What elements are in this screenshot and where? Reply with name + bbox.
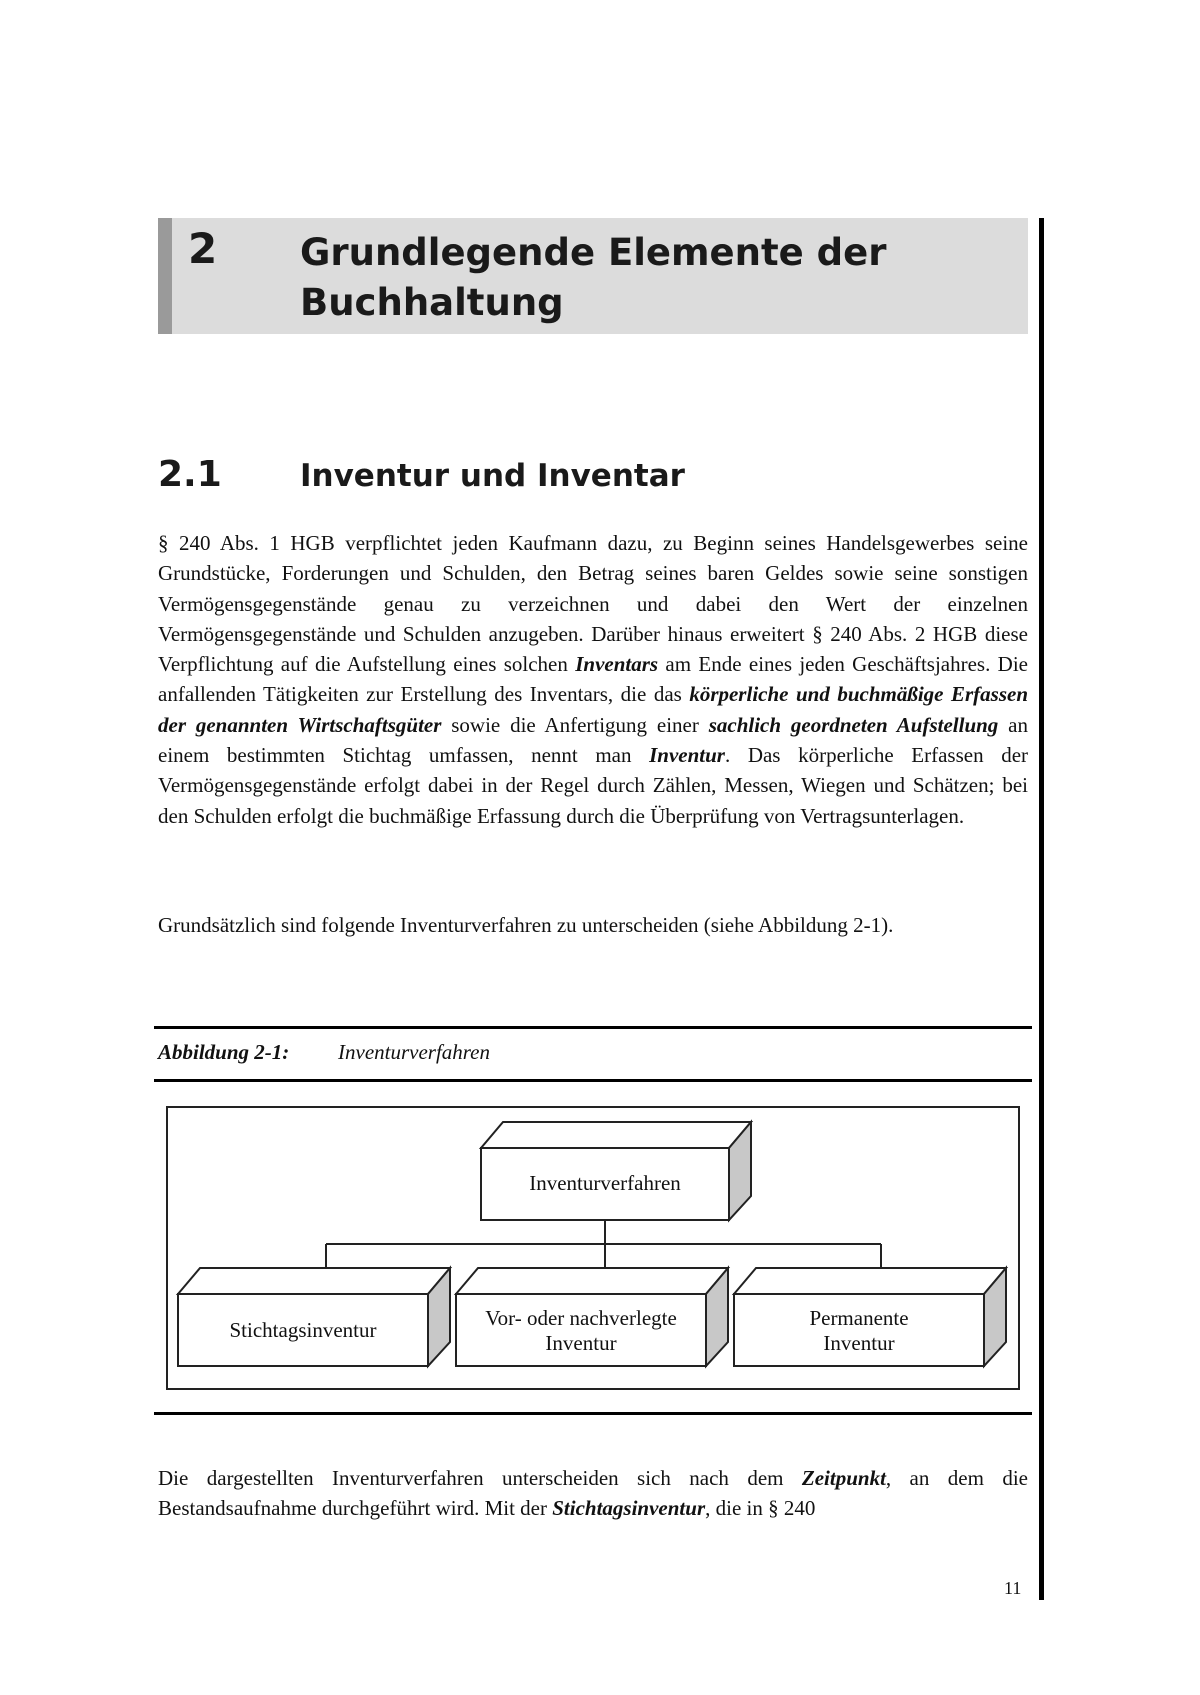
figure-top-rule xyxy=(154,1026,1032,1029)
figure-title: Inventurverfahren xyxy=(338,1040,491,1064)
diagram-node-root-label: Inventurverfahren xyxy=(529,1171,681,1195)
paragraph-text: am Ende eines jeden Geschäftsjahres. Die anfallenden Tätigkeiten zur Erstellung des Inventars, die das xyxy=(158,652,1028,707)
diagram-node-label: Permanente xyxy=(809,1306,909,1330)
figure-caption xyxy=(158,1040,491,1065)
figure-label: Abbildung 2-1: xyxy=(158,1040,290,1064)
body-paragraph xyxy=(158,910,1028,940)
emphasized-term: sachlich geordneten Aufstellung xyxy=(708,712,999,737)
emphasized-term: Zeitpunkt xyxy=(801,1466,886,1490)
section-number: 2.1 xyxy=(158,454,222,495)
body-paragraph xyxy=(158,1463,1028,1524)
diagram-node-verlegt xyxy=(456,1268,728,1366)
paragraph-text: , an dem die Bestandsaufnahme durchgeführt wird. Mit der xyxy=(158,1466,1028,1521)
paragraph-text: Grundsätzlich sind folgende Inventurverfahren zu unterscheiden (siehe Abbildung 2-1). xyxy=(158,913,894,937)
page-number: 11 xyxy=(1004,1578,1022,1598)
emphasized-term: Inventars xyxy=(575,652,659,677)
figure-bottom-rule xyxy=(154,1412,1032,1415)
chapter-title: Grundlegende Elemente der Buchhaltung xyxy=(300,231,887,324)
diagram-node-label: Inventur xyxy=(823,1331,895,1355)
diagram-node-label: Vor- oder nachverlegte xyxy=(485,1306,677,1330)
emphasized-term: Inventur xyxy=(649,743,725,768)
diagram-connectors xyxy=(326,1220,881,1268)
paragraph-text: an einem bestimmten Stichtag umfassen, nennt man xyxy=(158,712,1028,768)
diagram-node-label: Inventur xyxy=(545,1331,617,1355)
margin-rule xyxy=(1039,218,1044,1600)
diagram-node-root xyxy=(481,1122,751,1220)
paragraph-text: Die dargestellten Inventurverfahren unterscheiden sich nach dem xyxy=(158,1466,802,1490)
chapter-number: 2 xyxy=(188,224,218,273)
inventory-methods-diagram xyxy=(166,1106,1020,1392)
body-paragraph xyxy=(158,528,1028,831)
emphasized-term: Stichtagsinventur xyxy=(552,1496,706,1521)
diagram-node-permanent xyxy=(734,1268,1006,1366)
section-title: Inventur und Inventar xyxy=(300,458,685,494)
paragraph-text: § 240 Abs. 1 HGB verpflichtet jeden Kaufmann dazu, zu Beginn seines Handelsgewerbes seine Grundstücke, Forderungen und Schulden, den Betrag seines baren Geldes sowie seine sonstigen Vermögensgegenstände genau zu verzeichnen und dabei den Wert der einzelnen Vermögensgegenstände und Schulden anzugeben. Darüber hinaus erweitert § 240 Abs. 2 HGB diese Verpflichtung auf die Aufstellung eines solchen xyxy=(158,531,1028,677)
paragraph-text: , die in § 240 xyxy=(705,1496,816,1521)
emphasized-term: körperliche und buchmäßige Erfassen der genannten Wirtschaftsgüter xyxy=(158,682,1028,737)
chapter-heading-accent-bar xyxy=(158,218,172,334)
paragraph-text: . Das körperliche Erfassen der Vermögensgegenstände erfolgt dabei in der Regel durch Zählen, Messen, Wiegen und Schätzen; bei den Schulden erfolgt die buchmäßige Erfassung durch die Überprüfung von Vertragsunterlagen. xyxy=(158,743,1029,828)
diagram-node-stichtag xyxy=(178,1268,450,1366)
figure-caption-rule xyxy=(154,1079,1032,1082)
paragraph-text: sowie die Anfertigung einer xyxy=(441,712,709,737)
diagram-node-label: Stichtagsinventur xyxy=(229,1318,377,1342)
